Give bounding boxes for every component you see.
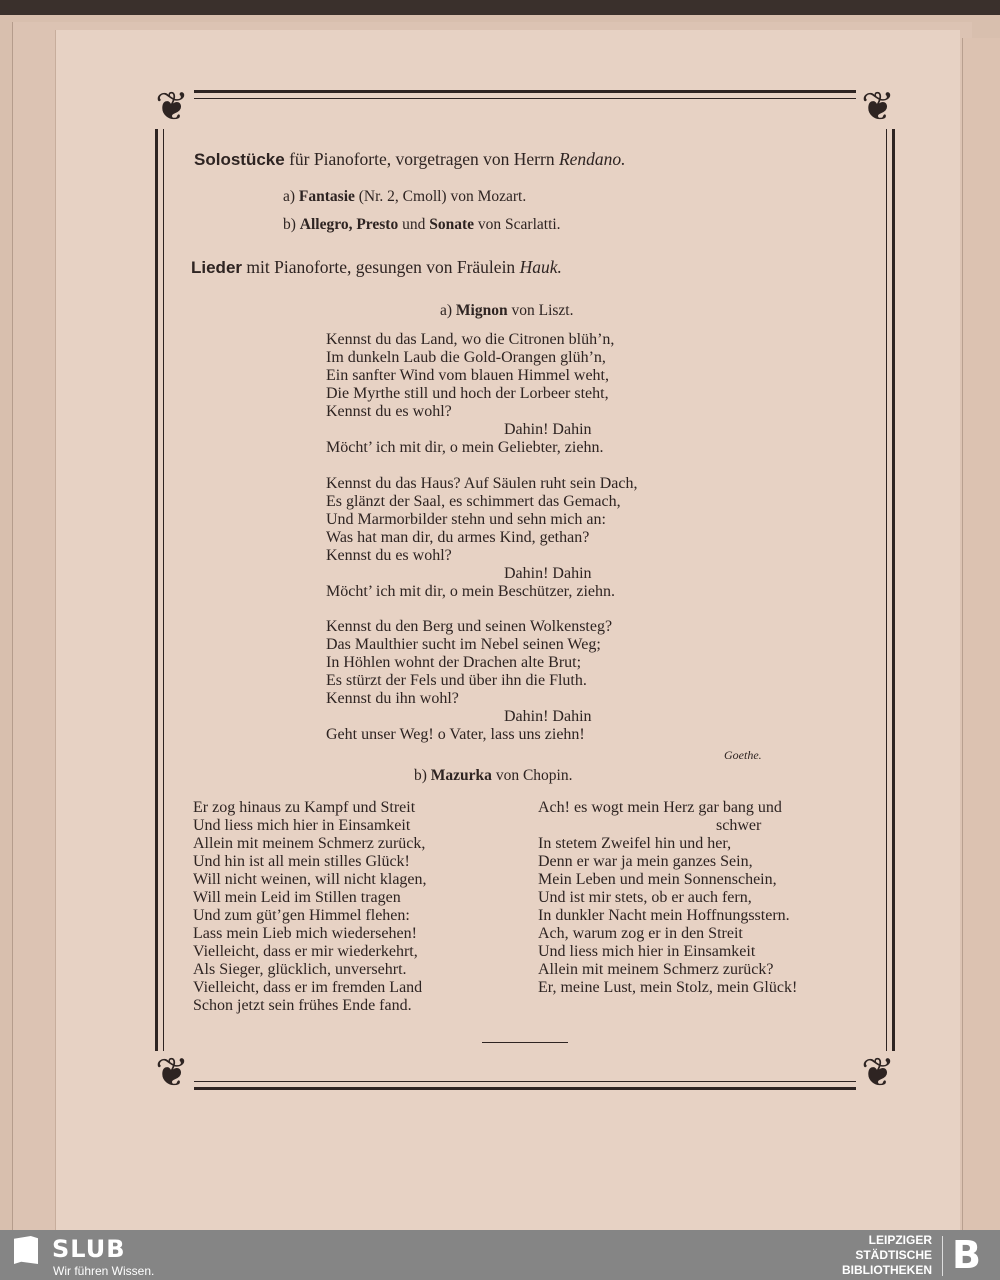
poem-author: Goethe. [724, 748, 762, 762]
solo-item: b) Allegro, Presto und Sonate von Scarlatti. [283, 216, 561, 233]
partner-logo[interactable]: LEIPZIGER STÄDTISCHE BIBLIOTHEKEN [842, 1233, 932, 1277]
mazurka-left-column: Er zog hinaus zu Kampf und Streit Und liess mich hier in Einsamkeit Allein mit meinem Schmerz zurück, Und hin ist all mein stilles Glück! Will nicht weinen, will nicht klagen, Will mein Leid im Stillen tragen Und zum güt’gen Himmel flehen: Lass mein Lieb mich wiedersehen! Vielleicht, dass er mir wiederkehrt, Als Sieger, glücklich, unversehrt. Vielleicht, dass er im fremden Land Schon jetzt sein frühes Ende fand. [193, 799, 427, 1014]
solo-heading: Solostücke für Pianoforte, vorgetragen von Herrn Rendano. [194, 149, 626, 169]
poem-stanza: Kennst du den Berg und seinen Wolkensteg? Das Maulthier sucht im Nebel seinen Weg; In Höhlen wohnt der Drachen alte Brut; Es stürzt der Fels und über ihn die Fluth. Kennst du ihn wohl? Dahin! Dahin Geht unser Weg! o Vater, lass uns ziehn! [326, 618, 613, 743]
poem-stanza: Kennst du das Land, wo die Citronen blüh’n, Im dunkeln Laub die Gold-Orangen glüh’n, Ein sanfter Wind vom blauen Himmel weht, Die Myrthe still und hoch der Lorbeer steht, Kennst du es wohl? Dahin! Dahin Möcht’ ich mit dir, o mein Geliebter, ziehn. [326, 331, 615, 456]
corner-ornament-icon: ❦ [150, 85, 194, 129]
mignon-title: a) Mignon von Liszt. [440, 302, 574, 319]
poem-stanza: Kennst du das Haus? Auf Säulen ruht sein Dach, Es glänzt der Saal, es schimmert das Gemach, Und Marmorbilder stehn und sehn mich an: Was hat man dir, du armes Kind, gethan? Kennst du es wohl? Dahin! Dahin Möcht’ ich mit dir, o mein Beschützer, ziehn. [326, 475, 638, 600]
slub-book-icon [14, 1236, 38, 1264]
divider [482, 1042, 568, 1043]
corner-ornament-icon: ❦ [150, 1051, 194, 1095]
slub-logo[interactable]: SLUB [52, 1235, 126, 1263]
solo-item: a) Fantasie (Nr. 2, Cmoll) von Mozart. [283, 188, 527, 205]
next-page-edge [962, 38, 1000, 1230]
lieder-heading: Lieder mit Pianoforte, gesungen von Fräulein Hauk. [191, 257, 562, 277]
slub-slogan: Wir führen Wissen. [53, 1264, 155, 1278]
corner-ornament-icon: ❦ [856, 85, 900, 129]
corner-ornament-icon: ❦ [856, 1051, 900, 1095]
footer-bar [0, 1230, 1000, 1280]
divider [942, 1236, 943, 1276]
mazurka-title: b) Mazurka von Chopin. [414, 767, 573, 784]
library-b-icon: B [952, 1233, 981, 1277]
mazurka-right-column: Ach! es wogt mein Herz gar bang und schwer In stetem Zweifel hin und her, Denn er war ja mein ganzes Sein, Mein Leben und mein Sonnenschein, Und ist mir stets, ob er auch fern, In dunkler Nacht mein Hoffnungsstern. Ach, warum zog er in den Streit Und liess mich hier in Einsamkeit Allein mit meinem Schmerz zurück? Er, meine Lust, mein Stolz, mein Glück! [538, 799, 798, 996]
